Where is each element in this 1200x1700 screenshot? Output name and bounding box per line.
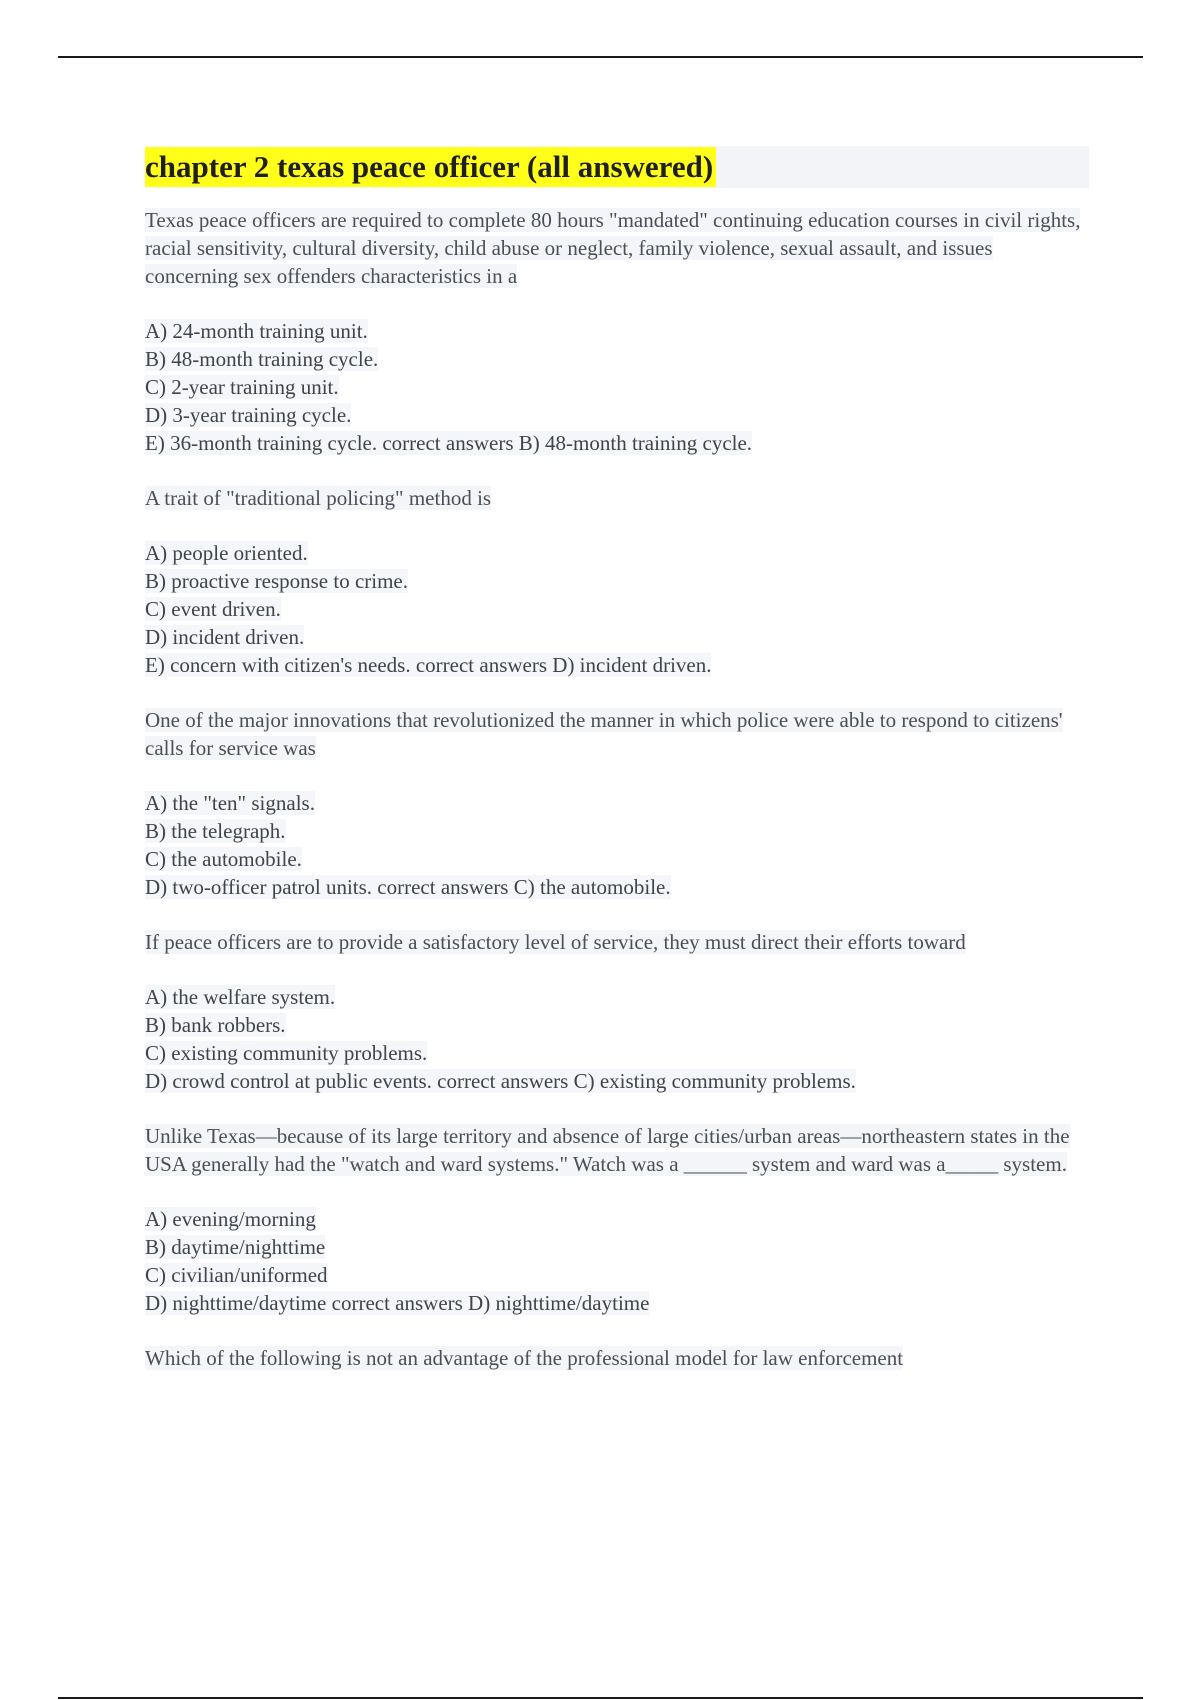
answer-options <box>145 317 1089 457</box>
answer-option-text: D) incident driven. <box>145 625 305 649</box>
question-text <box>145 1344 1089 1372</box>
answer-options <box>145 983 1089 1095</box>
answer-option-text: C) the automobile. <box>145 847 302 871</box>
answer-option <box>145 1067 1089 1095</box>
answer-options <box>145 539 1089 679</box>
answer-option-text: E) 36-month training cycle. correct answers B) 48-month training cycle. <box>145 431 753 455</box>
answer-option <box>145 1205 1089 1233</box>
answer-option-text: C) existing community problems. <box>145 1041 428 1065</box>
answer-options <box>145 789 1089 901</box>
answer-option <box>145 1261 1089 1289</box>
title-bar <box>145 146 1089 188</box>
question-text <box>145 1122 1089 1178</box>
answer-option <box>145 1039 1089 1067</box>
question-text <box>145 928 1089 956</box>
answer-option-text: E) concern with citizen's needs. correct answers D) incident driven. <box>145 653 712 677</box>
answer-option <box>145 845 1089 873</box>
question-text-content: Texas peace officers are required to complete 80 hours "mandated" continuing education courses in civil rights, racial sensitivity, cultural diversity, child abuse or neglect, family violence, sexual assault, and issues concerning sex offenders characteristics in a <box>145 208 1081 288</box>
answer-option <box>145 401 1089 429</box>
question-text-content: Which of the following is not an advantage of the professional model for law enforcement <box>145 1346 904 1370</box>
question-block <box>145 206 1089 457</box>
answer-option-text: C) civilian/uniformed <box>145 1263 328 1287</box>
answer-option <box>145 567 1089 595</box>
answer-option <box>145 373 1089 401</box>
answer-option-text: D) 3-year training cycle. <box>145 403 352 427</box>
question-block <box>145 1122 1089 1317</box>
question-block <box>145 1344 1089 1372</box>
answer-option-text: B) 48-month training cycle. <box>145 347 379 371</box>
answer-option-text: C) event driven. <box>145 597 281 621</box>
answer-option <box>145 983 1089 1011</box>
header-rule <box>58 56 1143 58</box>
answer-option-text: B) proactive response to crime. <box>145 569 408 593</box>
question-block <box>145 928 1089 1095</box>
answer-option <box>145 873 1089 901</box>
answer-option <box>145 651 1089 679</box>
answer-option <box>145 623 1089 651</box>
answer-option-text: B) the telegraph. <box>145 819 286 843</box>
question-block <box>145 484 1089 679</box>
answer-option <box>145 345 1089 373</box>
question-text <box>145 706 1089 762</box>
document-title: chapter 2 texas peace officer (all answered) <box>145 147 716 187</box>
answer-option-text: A) people oriented. <box>145 541 308 565</box>
answer-option-text: A) the welfare system. <box>145 985 336 1009</box>
question-text-content: A trait of "traditional policing" method is <box>145 486 492 510</box>
answer-option <box>145 789 1089 817</box>
answer-option-text: D) crowd control at public events. correct answers C) existing community problems. <box>145 1069 856 1093</box>
question-block <box>145 706 1089 901</box>
answer-option-text: C) 2-year training unit. <box>145 375 339 399</box>
answer-options <box>145 1205 1089 1317</box>
answer-option-text: B) daytime/nighttime <box>145 1235 326 1259</box>
answer-option-text: A) evening/morning <box>145 1207 316 1231</box>
answer-option <box>145 595 1089 623</box>
answer-option <box>145 317 1089 345</box>
answer-option <box>145 1233 1089 1261</box>
question-text-content: Unlike Texas—because of its large territory and absence of large cities/urban areas—northeastern states in the USA generally had the "watch and ward systems." Watch was a ______ system and ward was a_____ system. <box>145 1124 1070 1176</box>
answer-option <box>145 1289 1089 1317</box>
answer-option <box>145 429 1089 457</box>
answer-option <box>145 539 1089 567</box>
answer-option-text: D) nighttime/daytime correct answers D) nighttime/daytime <box>145 1291 650 1315</box>
question-list <box>145 206 1089 1372</box>
answer-option-text: A) 24-month training unit. <box>145 319 368 343</box>
answer-option-text: D) two-officer patrol units. correct answers C) the automobile. <box>145 875 671 899</box>
question-text-content: One of the major innovations that revolutionized the manner in which police were able to respond to citizens' calls for service was <box>145 708 1063 760</box>
document-content <box>145 146 1089 1399</box>
answer-option <box>145 817 1089 845</box>
answer-option <box>145 1011 1089 1039</box>
question-text <box>145 484 1089 512</box>
question-text-content: If peace officers are to provide a satisfactory level of service, they must direct their efforts toward <box>145 930 966 954</box>
footer-rule <box>58 1697 1143 1699</box>
answer-option-text: A) the "ten" signals. <box>145 791 315 815</box>
question-text <box>145 206 1089 290</box>
answer-option-text: B) bank robbers. <box>145 1013 286 1037</box>
